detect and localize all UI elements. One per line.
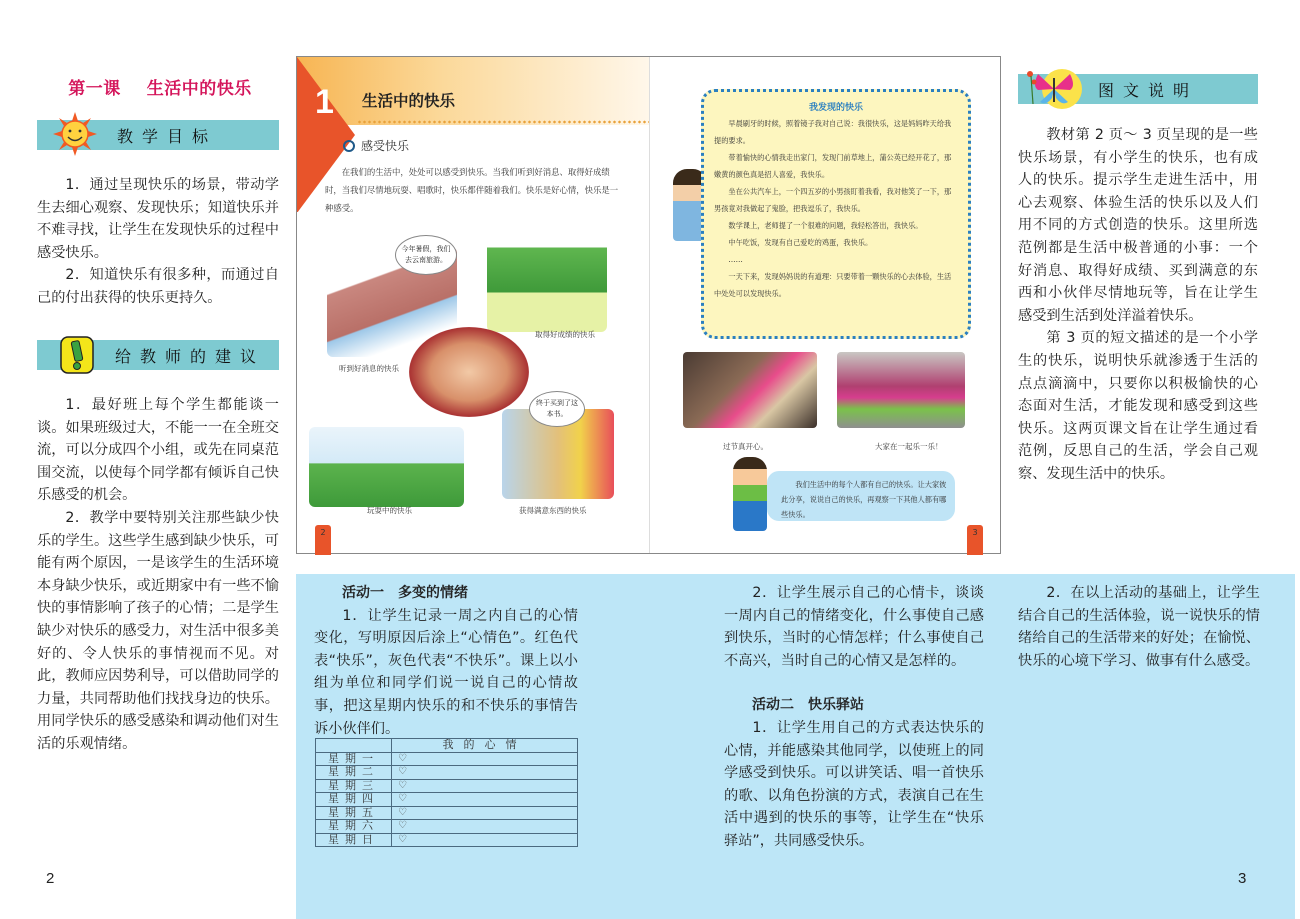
table-row: 星期日 ♡	[316, 833, 578, 847]
table-row: 星期二 ♡	[316, 766, 578, 780]
subheading	[343, 137, 409, 154]
pencil-note-icon	[59, 335, 95, 375]
textbook-spread	[296, 56, 1001, 554]
caption-festival: 过节真开心。	[723, 442, 768, 451]
sun-icon	[53, 112, 97, 156]
activity1-column	[314, 582, 578, 740]
discover-text	[714, 115, 958, 302]
explanation-heading: 图文说明	[1098, 80, 1199, 100]
activity1-step2: 2．让学生展示自己的心情卡，谈谈一周内自己的情绪变化，什么事使自己感到快乐，当时的心情怎样；什么事使自己不高兴，当时自己的心情又是怎样的。	[724, 585, 984, 669]
page-number-right: 3	[1238, 870, 1247, 887]
discover-paragraph: 带着愉快的心情我走出家门，发现门前草地上，蒲公英已经开花了，那嫩黄的颜色真是招人喜爱，我快乐。	[714, 153, 952, 179]
heart-icon[interactable]: ♡	[392, 833, 578, 847]
explanation-1: 教材第 2 页～ 3 页呈现的是一些快乐场景，有小学生的快乐，也有成人的快乐。提示学生走进生活中，用心去观察、体验生活的快乐以及人们用不同的方式创造的快乐。这里所选范例都是生活中极普通的小事：一个好消息、取得好成绩、买到满意的东西和小伙伴尽情地玩等，旨在让学生感受到生活到处洋溢着快乐。	[1018, 127, 1258, 324]
lesson-title	[30, 74, 290, 99]
heart-icon[interactable]: ♡	[392, 766, 578, 780]
photo-smiling-children	[409, 327, 529, 417]
intro-paragraph: 在我们的生活中，处处可以感受到快乐。当我们听到好消息、取得好成绩时，当我们尽情地玩耍、唱歌时，快乐都伴随着我们。快乐是好心情，快乐是一种感受。	[325, 167, 619, 213]
photo-dancing	[837, 352, 965, 428]
table-row: 星期一 ♡	[316, 752, 578, 766]
discover-paragraph: 早晨刷牙的时候，照着镜子我对自己说：我很快乐，这是妈妈昨天给我提的要求。	[714, 119, 952, 145]
caption-dancing: 大家在一起乐一乐！	[875, 442, 943, 451]
table-row: 星期四 ♡	[316, 793, 578, 807]
heart-icon[interactable]: ♡	[392, 793, 578, 807]
caption-good-grades: 取得好成绩的快乐	[535, 330, 595, 339]
activity2-title: 活动二 快乐驿站	[752, 697, 864, 714]
table-row: 星期六 ♡	[316, 820, 578, 834]
heart-icon[interactable]: ♡	[392, 806, 578, 820]
suggestion-2: 2．教学中要特别关注那些缺少快乐的学生。这些学生感到缺少快乐，可能有两个原因，一是该学生的生活环境本身缺少快乐，或近期家中有一些不愉快的事情影响了孩子的心情；二是学生缺少对快乐的感受力，对生活中很多美好的、令人快乐的事情视而不见。对此，教师应因势利导，可以借助同学的力量，共同帮助他们找找身边的快乐。用同学快乐的感受感染和调动他们对生活的乐观情绪。	[37, 509, 279, 752]
caption-got-book: 获得满意东西的快乐	[519, 506, 587, 515]
section-bar-objectives	[37, 120, 279, 150]
heart-icon[interactable]: ♡	[392, 820, 578, 834]
explanation-2: 第 3 页的短文描述的是一个小学生的快乐，说明快乐就渗透于生活的点点滴滴中，只要你以积极愉快的心态面对生活，才能发现和感受到这些快乐。这两页课文旨在让学生通过看范例，反思自己的生活，学会自己观察、发现生活中的快乐。	[1018, 330, 1258, 482]
page-number-left: 2	[46, 870, 55, 887]
caption-playing: 玩耍中的快乐	[367, 506, 412, 515]
discover-title: 我发现的快乐	[808, 103, 863, 113]
activity2-step1: 1．让学生用自己的方式表达快乐的心情，并能感染其他同学，以使班上的同学感受到快乐。可以讲笑话、唱一首快乐的歌、以角色扮演的方式，表演自己在生活中遇到的快乐的事等，让学生在“快乐驿站”，共同感受快乐。	[724, 719, 984, 849]
mood-table	[315, 738, 578, 847]
suggestions-heading: 给教师的建议	[115, 346, 266, 366]
explanation-text	[1018, 124, 1258, 486]
textbook-page-tab-right: 3	[967, 525, 983, 555]
intro-text	[325, 163, 625, 217]
discover-paragraph: 数学课上，老师提了一个很难的问题，我轻松答出，我快乐。	[728, 221, 923, 230]
dotted-rule	[357, 120, 649, 124]
mood-table-header-row	[316, 739, 578, 753]
table-row: 星期五 ♡	[316, 806, 578, 820]
spread-gutter	[649, 57, 650, 553]
illustration-boy-pointing	[733, 457, 767, 531]
chapter-title: 生活中的快乐	[362, 92, 456, 110]
mood-table-header: 我的心情	[392, 739, 578, 753]
illustration-good-grades	[487, 232, 607, 332]
discover-paragraph: 一天下来，发现妈妈说的有道理：只要带着一颗快乐的心去体验，生活中处处可以发现快乐。	[714, 272, 952, 298]
discover-paragraph: 坐在公共汽车上，一个四五岁的小男孩盯着我看，我对他笑了一下，那男孩竟对我做起了鬼脸，把我逗乐了，我快乐。	[714, 187, 952, 213]
activity-middle-column	[724, 582, 984, 853]
objective-1: 1．通过呈现快乐的场景，带动学生去细心观察、发现快乐；知道快乐并不难寻找，让学生在发现快乐的过程中感受快乐。	[37, 177, 279, 261]
subheading-text: 感受快乐	[361, 139, 410, 153]
lesson-name: 生活中的快乐	[146, 79, 252, 99]
objective-2: 2．知道快乐有很多种，而通过自己的付出获得的快乐更持久。	[37, 267, 279, 306]
share-text: 我们生活中的每个人都有自己的快乐。让大家彼此分享，说说自己的快乐，再观察一下其他人都有哪些快乐。	[781, 480, 947, 519]
textbook-page-tab-left: 2	[315, 525, 331, 555]
lesson-number: 第一课	[68, 79, 121, 99]
activity2-step2: 2．在以上活动的基础上，让学生结合自己的生活体验，说一说快乐的情绪给自己的生活带来的好处；在愉悦、快乐的心境下学习、做事有什么感受。	[1018, 585, 1260, 669]
suggestion-1: 1．最好班上每个学生都能谈一谈。如果班级过大，不能一一在全班交流，可以分成四个小组，或先在同桌范围交流，以使每个同学都有倾诉自己快乐感受的机会。	[37, 397, 279, 504]
objectives-text	[37, 174, 279, 310]
table-row: 星期三 ♡	[316, 779, 578, 793]
heart-icon[interactable]: ♡	[392, 752, 578, 766]
activity1-title: 活动一 多变的情绪	[342, 585, 468, 601]
illustration-playing	[309, 427, 464, 507]
section-bar-suggestions	[37, 340, 279, 370]
activity1-step1: 1．让学生记录一周之内自己的心情变化，写明原因后涂上“心情色”。红色代表“快乐”，灰色代表“不快乐”。课上以小组为单位和同学们说一说自己的心情故事，把这星期内快乐的和不快乐的事情告诉小伙伴们。	[314, 607, 578, 737]
objectives-heading: 教学目标	[117, 126, 218, 146]
discover-box	[701, 89, 971, 339]
ring-bullet-icon	[343, 140, 355, 152]
activity-right-column	[1018, 582, 1260, 672]
caption-good-news: 听到好消息的快乐	[339, 364, 399, 373]
discover-paragraph: ……	[728, 255, 743, 264]
speech-bubble-book: 终于买到了这本书。	[529, 391, 585, 427]
butterfly-icon	[1024, 68, 1084, 110]
chapter-number: 1	[315, 83, 334, 121]
photo-festival	[683, 352, 817, 428]
share-bubble	[767, 471, 955, 521]
suggestions-text	[37, 394, 279, 756]
speech-bubble-travel: 今年暑假，我们去云南旅游。	[395, 235, 457, 275]
discover-paragraph: 中午吃饭，发现有自己爱吃的鸡蛋，我快乐。	[728, 238, 873, 247]
heart-icon[interactable]: ♡	[392, 779, 578, 793]
section-bar-explanation	[1018, 74, 1258, 104]
